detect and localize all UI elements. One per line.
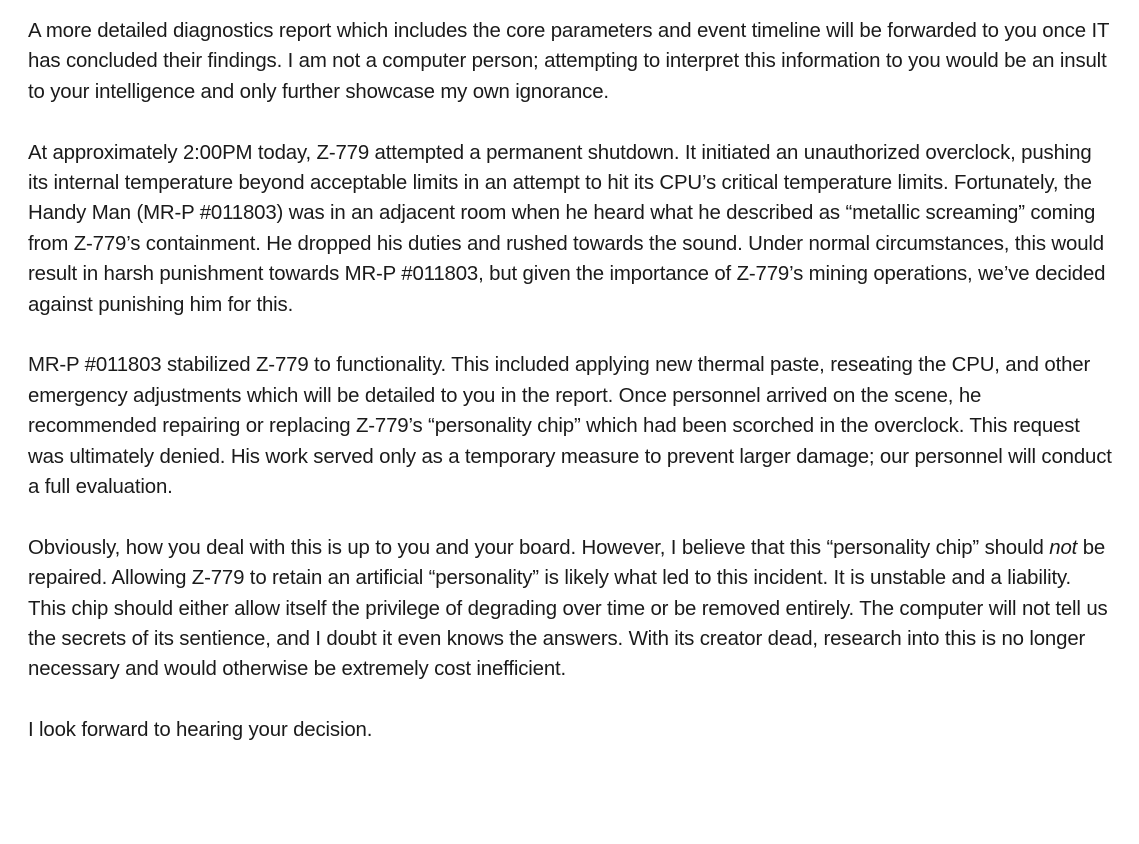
recommendation-text-end: be repaired. Allowing Z-779 to retain an artificial “personality” is likely what led to this incident. It is unstable and a liability. This chip should either allow itself the privilege of degrading over time or be removed entirely. The computer will not tell us the secrets of its sentience, and I doubt it even knows the answers. With its creator dead, research into this is no longer necessary and would otherwise be extremely cost inefficient. [28,536,1108,681]
recommendation-emphasis: not [1049,536,1078,559]
paragraph-shutdown-incident: At approximately 2:00PM today, Z-779 attempted a permanent shutdown. It initiated an unauthorized overclock, pushing its internal temperature beyond acceptable limits in an attempt to hit its CPU’s critical temperature limits. Fortunately, the Handy Man (MR-P #011803) was in an adjacent room when he heard what he described as “metallic screaming” coming from Z-779’s containment. He dropped his duties and rushed towards the sound. Under normal circumstances, this would result in harsh punishment towards MR-P #011803, but given the importance of Z-779’s mining operations, we’ve decided against punishing him for this. [28,141,1106,316]
paragraph-recommendation [28,533,1113,685]
paragraph-stabilization: MR-P #011803 stabilized Z-779 to functionality. This included applying new thermal paste, reseating the CPU, and other emergency adjustments which will be detailed to you in the report. Once personnel arrived on the scene, he recommended repairing or replacing Z-779’s “personality chip” which had been scorched in the overclock. This request was ultimately denied. His work served only as a temporary measure to prevent larger damage; our personnel will conduct a full evaluation. [28,354,1112,499]
paragraph-closing: I look forward to hearing your decision. [28,719,373,742]
document-body [28,16,1113,746]
recommendation-text-start: Obviously, how you deal with this is up to you and your board. However, I believe that this “personality chip” should [28,536,1050,559]
paragraph-diagnostics-report: A more detailed diagnostics report which includes the core parameters and event timeline will be forwarded to you once IT has concluded their findings. I am not a computer person; attempting to interpret this information to you would be an insult to your intelligence and only further showcase my own ignorance. [28,20,1109,103]
